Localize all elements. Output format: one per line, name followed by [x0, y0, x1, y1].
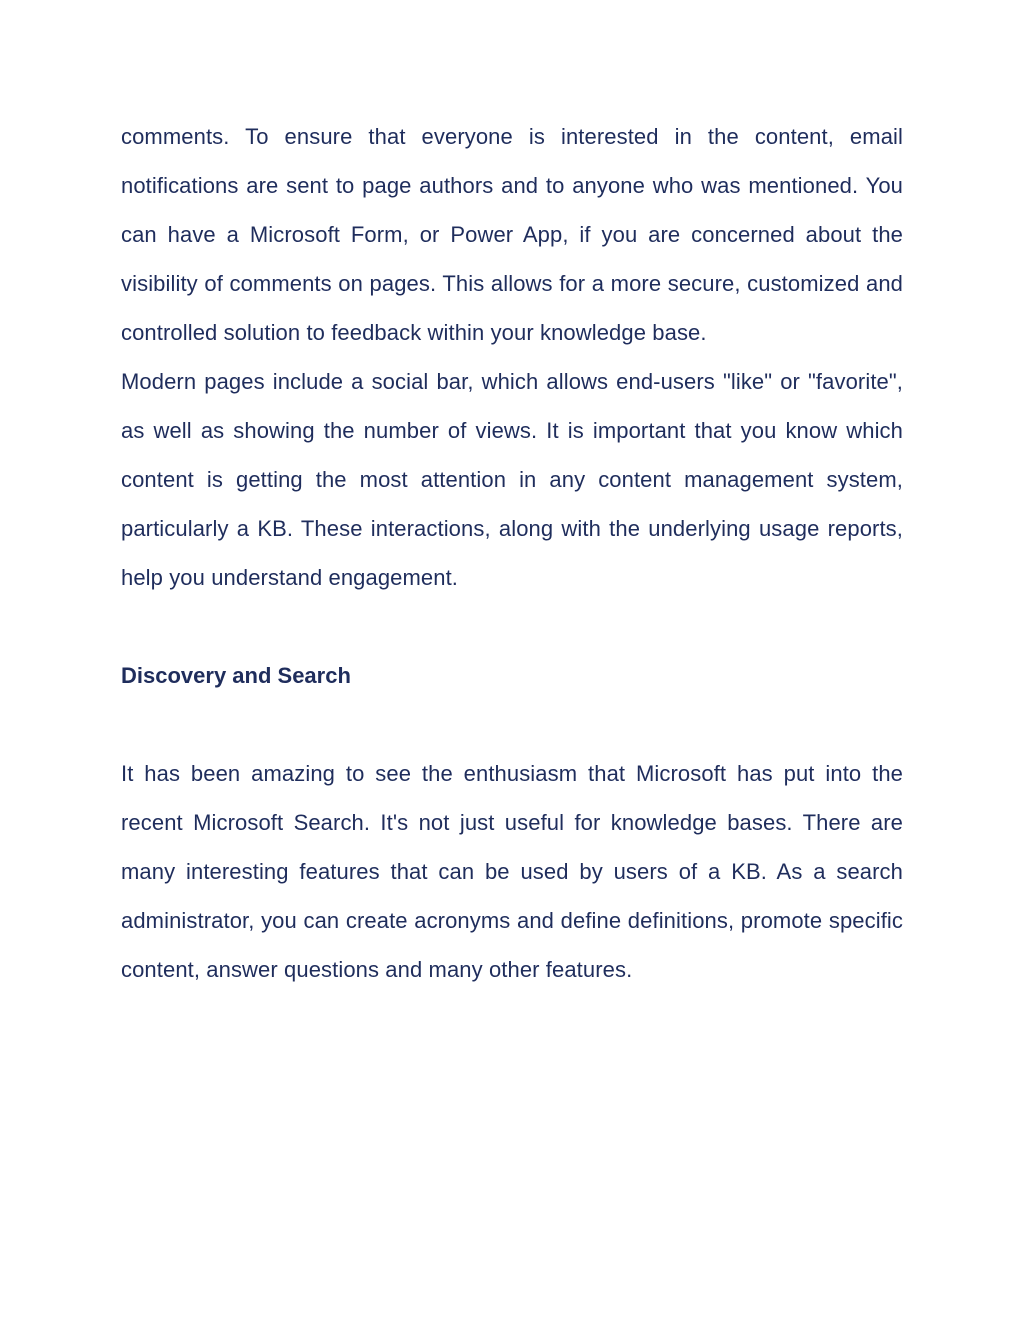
spacer: [121, 700, 903, 749]
paragraph-microsoft-search: It has been amazing to see the enthusiasm that Microsoft has put into the recent Microsoft Search. It's not just useful for knowledge bases. There are many interesting features that can be used by users of a KB. As a search administrator, you can create acronyms and define definitions, promote specific content, answer questions and many other features.: [121, 761, 903, 982]
section-heading: Discovery and Search: [121, 663, 351, 688]
paragraph-social-bar: Modern pages include a social bar, which allows end-users "like" or "favorite", as well as showing the number of views. It is important that you know which content is getting the most attention in any content management system, particularly a KB. These interactions, along with the underlying usage reports, help you understand engagement.: [121, 369, 903, 590]
paragraph-comments: comments. To ensure that everyone is interested in the content, email notifications are sent to page authors and to anyone who was mentioned. You can have a Microsoft Form, or Power App, if you are concerned about the visibility of comments on pages. This allows for a more secure, customized and controlled solution to feedback within your knowledge base.: [121, 124, 903, 345]
spacer: [121, 602, 903, 651]
document-page: [121, 112, 903, 994]
